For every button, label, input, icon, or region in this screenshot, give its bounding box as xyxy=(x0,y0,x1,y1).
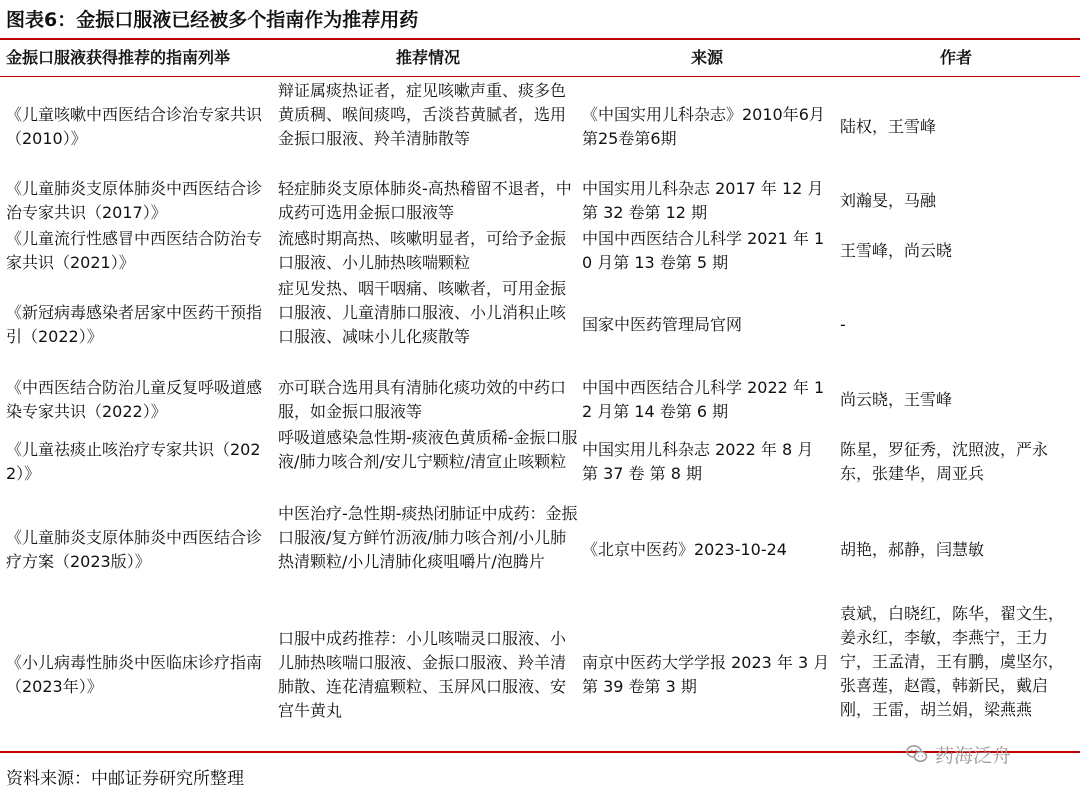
table-cell-guide: 《儿童祛痰止咳治疗专家共识（2022）》 xyxy=(6,440,261,483)
watermark-text: 药海泛舟 xyxy=(935,744,1012,767)
table-cell-authors: 王雪峰，尚云晓 xyxy=(840,241,953,260)
table-cell-source: 中国实用儿科杂志 2017 年 12 月第 32 卷第 12 期 xyxy=(582,179,824,222)
table-cell-authors: 胡艳，郝静，闫慧敏 xyxy=(840,540,985,559)
table-cell-guide: 《儿童肺炎支原体肺炎中西医结合诊治专家共识（2017）》 xyxy=(6,179,263,222)
table-cell-guide: 《小儿病毒性肺炎中医临床诊疗指南（2023年）》 xyxy=(6,653,263,696)
source-note: 资料来源：中邮证券研究所整理 xyxy=(6,769,244,789)
table-cell-guide: 《儿童肺炎支原体肺炎中西医结合诊疗方案（2023版）》 xyxy=(6,528,263,571)
watermark xyxy=(905,739,1065,769)
table-cell-recommendation: 流感时期高热、咳嗽明显者，可给予金振口服液、小儿肺热咳喘颗粒 xyxy=(278,229,567,272)
table-cell-source: 国家中医药管理局官网 xyxy=(582,315,743,334)
figure-title: 图表6：金振口服液已经被多个指南作为推荐用药 xyxy=(6,9,419,31)
table-cell-recommendation: 症见发热、咽干咽痛、咳嗽者，可用金振口服液、儿童清肺口服液、小儿消积止咳口服液、减味小儿化痰散等 xyxy=(278,279,567,346)
wechat-icon xyxy=(905,742,929,766)
table-cell-guide: 《儿童流行性感冒中西医结合防治专家共识（2021）》 xyxy=(6,229,263,272)
table-cell-recommendation: 轻症肺炎支原体肺炎-高热稽留不退者，中成药可选用金振口服液等 xyxy=(278,179,572,222)
table-cell-source: 中国实用儿科杂志 2022 年 8 月 第 37 卷 第 8 期 xyxy=(582,440,814,483)
table-cell-authors: - xyxy=(840,315,846,334)
header-authors: 作者 xyxy=(939,48,972,67)
table-cell-guide: 《儿童咳嗽中西医结合诊治专家共识（2010）》 xyxy=(6,105,263,148)
header-recommendation: 推荐情况 xyxy=(395,48,460,67)
header-guide: 金振口服液获得推荐的指南列举 xyxy=(6,48,231,67)
table-cell-source: 中国中西医结合儿科学 2021 年 10 月第 13 卷第 5 期 xyxy=(582,229,825,272)
table-cell-authors: 尚云晓，王雪峰 xyxy=(840,390,953,409)
table-cell-authors: 陈星，罗征秀，沈照波，严永东，张建华，周亚兵 xyxy=(840,440,1049,483)
table-cell-recommendation: 辩证属痰热证者，症见咳嗽声重、痰多色黄质稠、喉间痰鸣，舌淡苔黄腻者，选用金振口服液、羚羊清肺散等 xyxy=(278,81,567,148)
table-cell-authors: 袁斌，白晓红，陈华，翟文生，姜永红，李敏，李燕宁，王力宁，王孟清，王有鹏，虞坚尔，张喜莲，赵霞，韩新民，戴启刚，王雷，胡兰娟，梁燕燕 xyxy=(840,604,1065,719)
table-cell-guide: 《中西医结合防治儿童反复呼吸道感染专家共识（2022）》 xyxy=(6,378,263,421)
table-cell-recommendation: 亦可联合选用具有清肺化痰功效的中药口服，如金振口服液等 xyxy=(278,378,567,421)
top-rule xyxy=(0,38,1080,40)
header-source: 来源 xyxy=(690,48,723,67)
table-cell-source: 《北京中医药》2023-10-24 xyxy=(582,540,787,559)
header-rule xyxy=(0,76,1080,77)
table-cell-source: 《中国实用儿科杂志》2010年6月第25卷第6期 xyxy=(582,105,825,148)
table-cell-source: 南京中医药大学学报 2023 年 3 月第 39 卷第 3 期 xyxy=(582,653,830,696)
table-cell-source: 中国中西医结合儿科学 2022 年 12 月第 14 卷第 6 期 xyxy=(582,378,825,421)
table-cell-guide: 《新冠病毒感染者居家中医药干预指引（2022）》 xyxy=(6,303,263,346)
table-cell-recommendation: 中医治疗-急性期-痰热闭肺证中成药：金振口服液/复方鲜竹沥液/肺力咳合剂/小儿肺热清颗粒/小儿清肺化痰咀嚼片/泡腾片 xyxy=(278,504,578,571)
table-cell-recommendation: 口服中成药推荐：小儿咳喘灵口服液、小儿肺热咳喘口服液、金振口服液、羚羊清肺散、连花清瘟颗粒、玉屏风口服液、安宫牛黄丸 xyxy=(278,629,567,720)
table-cell-authors: 陆权，王雪峰 xyxy=(840,117,937,136)
table-cell-recommendation: 呼吸道感染急性期-痰液色黄质稀-金振口服液/肺力咳合剂/安儿宁颗粒/清宣止咳颗粒 xyxy=(278,428,578,471)
table-cell-authors: 刘瀚旻，马融 xyxy=(840,191,937,210)
